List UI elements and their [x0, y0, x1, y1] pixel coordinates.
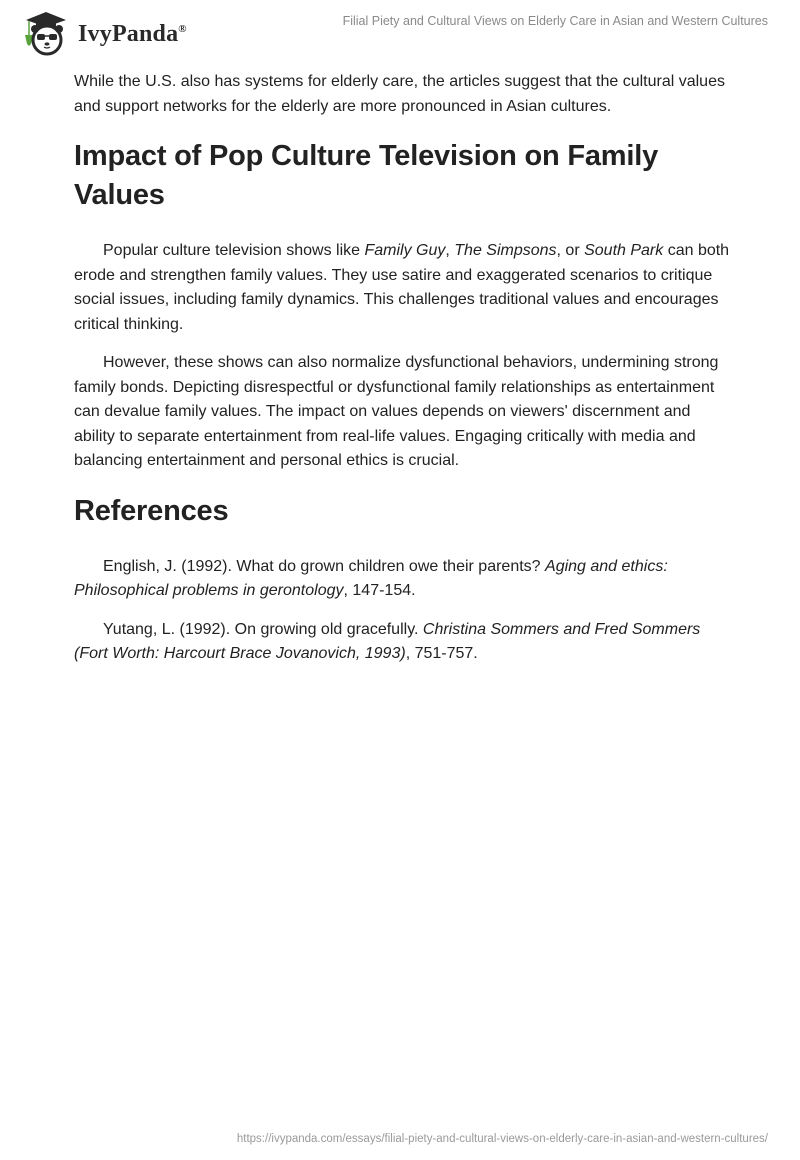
intro-paragraph: While the U.S. also has systems for elderly care, the articles suggest that the cultural values and support networks for the elderly are more pronounced in Asian cultures. — [74, 73, 725, 115]
show-title-simpsons: The Simpsons — [454, 242, 557, 259]
reference-text: English, J. (1992). What do grown children owe their parents? — [103, 557, 546, 575]
document-title: Filial Piety and Cultural Views on Elderly Care in Asian and Western Cultures — [342, 14, 768, 28]
footer-url-link[interactable]: https://ivypanda.com/essays/filial-piety-and-cultural-views-on-elderly-care-in-asian-and-western-cultures/ — [236, 1133, 768, 1145]
text-run: , or — [556, 242, 585, 259]
reference-text: Yutang, L. (1992). On growing old gracefully. — [103, 620, 423, 638]
reference-item — [74, 618, 734, 667]
reference-pages: , 751-757. — [405, 645, 478, 662]
ivypanda-logo[interactable] — [20, 8, 187, 56]
logo-text: IvyPanda — [78, 20, 179, 47]
reference-source: Christina Sommers and Fred Sommers (Fort Worth: Harcourt Brace Jovanovich, 1993) — [74, 620, 701, 662]
reference-item — [74, 555, 734, 604]
reference-pages: , 147-154. — [343, 582, 416, 599]
text-run: Popular culture television shows like — [103, 242, 365, 259]
section-heading-references: References — [74, 494, 229, 527]
impact-paragraph-1 — [74, 239, 734, 337]
logo-wordmark — [78, 21, 187, 48]
show-title-south-park: South Park — [584, 242, 664, 259]
page-header — [0, 0, 800, 60]
text-run: can both erode and strengthen family values. They use satire and exaggerated scenarios to critique social issues, including family dynamics. This challenges traditional values and encourages critical thinking. — [74, 242, 730, 333]
text-run: , — [445, 242, 455, 259]
essay-content — [74, 70, 734, 681]
panda-graduate-icon — [20, 8, 72, 56]
impact-paragraph-2: However, these shows can also normalize dysfunctional behaviors, undermining strong family bonds. Depicting disrespectful or dysfunctional family relationships as entertainment can devalue family values. The impact on values depends on viewers' discernment and ability to separate entertainment from real-life values. Engaging critically with media and balancing entertainment and personal ethics is crucial. — [74, 354, 719, 469]
reference-source: Aging and ethics: Philosophical problems in gerontology — [74, 557, 668, 599]
section-heading-impact: Impact of Pop Culture Television on Family Values — [74, 140, 659, 211]
registered-mark: ® — [178, 22, 187, 35]
show-title-family-guy: Family Guy — [364, 242, 446, 259]
